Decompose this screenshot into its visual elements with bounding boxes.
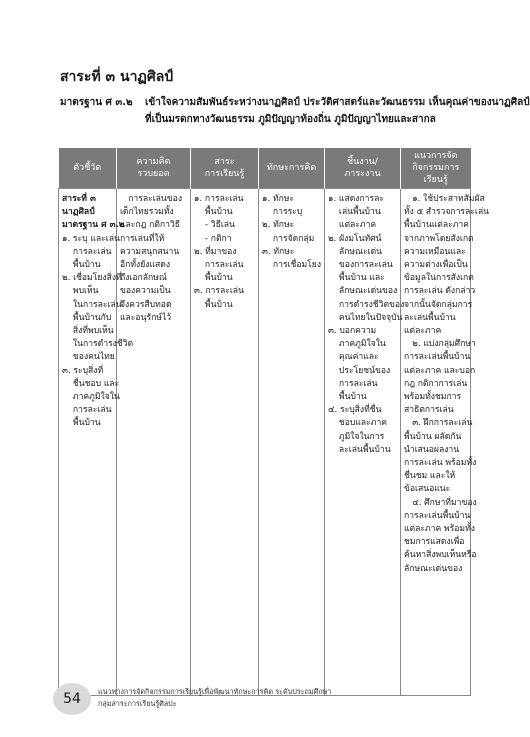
cell-line: ชอบและภาค — [328, 418, 388, 429]
header-thinking-skills — [259, 148, 325, 189]
cell-line: อีกทั้งยังแสดง — [120, 260, 171, 271]
cell-tasks — [325, 189, 405, 696]
cell-line: ๒. ที่มาของ — [194, 246, 237, 257]
cell-line: ลักษณะเด่น — [328, 246, 383, 257]
table-header-row — [59, 148, 471, 189]
cell-line: สาธิตการเล่น — [404, 405, 454, 416]
cell-line: การละเล่นพื้นบ้าน — [404, 510, 471, 521]
header-line: ตัวชี้วัด — [73, 163, 102, 173]
cell-line: ๔. ระบุสิ่งที่ชื่น — [328, 405, 382, 416]
cell-line: พื้นบ้าน — [194, 273, 233, 284]
standard-code: มาตรฐาน ศ ๓.๒ — [60, 97, 133, 108]
cell-line: ถึงเอกลักษณ์ — [120, 273, 167, 284]
cell-line: - วิธีเล่น — [194, 220, 235, 231]
cell-line: การละเล่นพื้นบ้าน — [404, 352, 471, 363]
cell-line: การละเล่น — [194, 260, 244, 271]
cell-line: ความเหมือนและ — [404, 246, 466, 257]
header-line: สาระ — [214, 157, 235, 167]
header-line: ความคิด — [136, 157, 171, 167]
cell-line: กฎ กติกาการเล่น — [404, 378, 468, 389]
cell-line: เล่นพื้นบ้าน — [328, 207, 381, 218]
cell-line: ๒. ผังมโนทัศน์ — [328, 233, 382, 244]
header-tasks — [325, 148, 401, 189]
cell-line: พร้อมทั้งชมการ — [404, 392, 462, 403]
cell-line: ๑. ทักษะ — [262, 194, 295, 204]
cell-line: ๒. ทักษะ — [262, 220, 295, 231]
cell-line: ภูมิใจในการ — [328, 431, 385, 442]
cell-line: แต่ละภาค และบอก — [404, 365, 476, 376]
page-number: 54 — [63, 691, 81, 707]
header-line: แนวการจัด — [414, 151, 458, 161]
cell-line: พื้นบ้านแต่ละภาค — [404, 220, 469, 231]
footer-line-2: กลุ่มสาระการเรียนรู้ศิลปะ — [98, 699, 177, 708]
cell-line: เด็กไทยรวมทั้ง — [120, 207, 174, 218]
footer-text — [98, 686, 331, 710]
cell-line: ภาคภูมิใจใน — [62, 392, 120, 403]
cell-line: พื้นบ้าน ผลัดกัน — [404, 431, 462, 442]
cell-line: การละเล่นของ — [120, 194, 183, 204]
cell-line: การดำรงชีวิตของ — [328, 299, 405, 310]
cell-line: สิ่งที่พบเห็น — [62, 326, 114, 337]
cell-line: ชมการแสดงเพื่อ — [404, 537, 465, 548]
cell-line: ๑. การละเล่น — [194, 194, 244, 204]
cell-line: ความสนุกสนาน — [120, 246, 180, 257]
header-concept — [117, 148, 191, 189]
cell-line: นาฏศิลป์ — [62, 207, 95, 218]
cell-line: พื้นบ้าน — [62, 260, 101, 271]
cell-line: ละเล่นพื้นบ้าน — [404, 312, 456, 323]
cell-line: - กติกา — [194, 233, 232, 244]
cell-line: การละเล่น — [62, 405, 112, 416]
cell-line: ของคนไทย — [62, 352, 115, 363]
cell-line: คนไทยในปัจจุบัน — [328, 312, 403, 323]
cell-line: คุณค่าและ — [328, 352, 379, 363]
cell-line: การละเล่น ดังกล่าว — [404, 286, 476, 297]
cell-line: จากนั้นจัดกลุ่มการ — [404, 299, 473, 310]
cell-line: มาตรฐาน ศ ๓.๒ — [62, 220, 125, 231]
cell-line: นำเสนอผลงาน — [404, 444, 460, 455]
cell-line: การระบุ — [262, 207, 303, 218]
cell-line: ทั้ง ๕ สำรวจการละเล่น — [404, 207, 489, 218]
cell-line: ๓. ทักษะ — [262, 246, 295, 257]
cell-line: ๑. แสดงการละ — [328, 194, 385, 204]
cell-line: พื้นบ้าน — [194, 207, 233, 218]
cell-line: ประโยชน์ของ — [328, 365, 391, 376]
cell-line: พื้นบ้านกับ — [62, 312, 112, 323]
cell-line: ภาคภูมิใจใน — [328, 339, 386, 350]
cell-line: ๒. เชื่อมโยงสิ่งที่ — [62, 273, 122, 284]
cell-line: แต่ละภาค — [404, 326, 442, 337]
curriculum-table — [58, 148, 489, 696]
cell-line: สาระที่ ๓ — [62, 194, 96, 204]
cell-line: ของความเป็น — [120, 286, 171, 297]
cell-line: ในการดำรงชีวิต — [62, 339, 134, 350]
cell-line: ค้นหาสิ่งพบเห็นหรือ — [404, 550, 477, 561]
header-line: ชิ้นงาน/ — [347, 157, 378, 167]
cell-line: ชื่นชม และให้ — [404, 471, 456, 482]
cell-activities — [401, 189, 489, 696]
cell-indicators — [59, 189, 134, 696]
cell-line: การเชื่อมโยง — [262, 260, 322, 271]
page-number-badge — [53, 683, 91, 715]
cell-line: ๓. ระบุสิ่งที่ — [62, 365, 104, 376]
footer-line-1: แนวทางการจัดกิจกรรมการเรียนรู้เพื่อพัฒนาทักษะการคิด ระดับประถมศึกษา — [98, 687, 332, 696]
cell-line: แต่ละภาค พร้อมทั้ง — [404, 524, 475, 535]
cell-line: ลักษณะเด่นของ — [404, 563, 463, 574]
cell-line: ในการละเล่น — [62, 299, 122, 310]
cell-line: ชื่นชอบ และ — [62, 378, 120, 389]
cell-line: ๓. ฝึกการละเล่น — [404, 418, 473, 429]
header-indicators — [59, 148, 117, 189]
cell-line: และกฎ กติกาวิธี — [120, 220, 181, 231]
cell-line: พบเห็น — [62, 286, 99, 297]
header-line: กิจกรรมการเรียนรู้ — [412, 163, 460, 185]
cell-line: ของการละเล่น — [328, 260, 393, 271]
standard-text: เข้าใจความสัมพันธ์ระหว่างนาฏศิลป์ ประวัติศาสตร์และวัฒนธรรม เห็นคุณค่าของนาฏศิลป์ที่เป็นมรดกทางวัฒนธรรม ภูมิปัญญาท้องถิ่น ภูมิปัญญาไทยและสากล — [145, 97, 530, 125]
cell-line: พื้นบ้าน — [328, 392, 367, 403]
cell-line: การละเล่น พร้อมทั้ง — [404, 458, 477, 469]
cell-line: แต่ละภาค — [328, 220, 377, 231]
cell-concept — [117, 189, 191, 696]
cell-line: ๓. การละเล่น — [194, 286, 244, 297]
cell-line: พื้นบ้าน — [62, 418, 101, 429]
header-line: ภาระงาน — [344, 169, 381, 179]
header-line: รวบยอด — [137, 169, 170, 179]
cell-line: ๓. บอกความ — [328, 326, 377, 337]
cell-line: พื้นบ้าน และ — [328, 273, 385, 284]
cell-line: จากภาพโดยสังเกต — [404, 233, 474, 244]
section-heading: สาระที่ ๓ นาฏศิลป์ — [60, 69, 174, 85]
cell-line: ๑. ใช้ประสาทสัมผัส — [404, 194, 485, 204]
cell-line: การเล่นที่ให้ — [120, 233, 165, 244]
cell-line: การละเล่น — [328, 378, 378, 389]
cell-line: และอนุรักษ์ไว้ — [120, 312, 172, 323]
cell-line: การจัดกลุ่ม — [262, 233, 315, 244]
header-line: การเรียนรู้ — [204, 169, 245, 179]
cell-line: ๔. ศึกษาที่มาของ — [404, 497, 477, 508]
header-line: ทักษะการคิด — [266, 163, 317, 173]
cell-thinking-skills — [259, 189, 325, 696]
cell-line: ลักษณะเด่นของ — [328, 286, 398, 297]
cell-line: ความต่างเพื่อเป็น — [404, 260, 468, 271]
header-activities — [401, 148, 471, 189]
table-row — [59, 189, 471, 696]
cell-line: ข้อเสนอแนะ — [404, 484, 451, 495]
cell-line: จึงควรสืบทอด — [120, 299, 172, 310]
cell-line: ๑. ระบุ และเล่น — [62, 233, 120, 244]
cell-line: ๒. แบ่งกลุ่มศึกษา — [404, 339, 476, 350]
cell-line: การละเล่น — [62, 246, 112, 257]
cell-line: ละเล่นพื้นบ้าน — [328, 444, 391, 455]
header-content — [191, 148, 259, 189]
cell-content — [191, 189, 259, 696]
cell-line: ข้อมูลในการสังเกต — [404, 273, 474, 284]
cell-line: พื้นบ้าน — [194, 299, 233, 310]
